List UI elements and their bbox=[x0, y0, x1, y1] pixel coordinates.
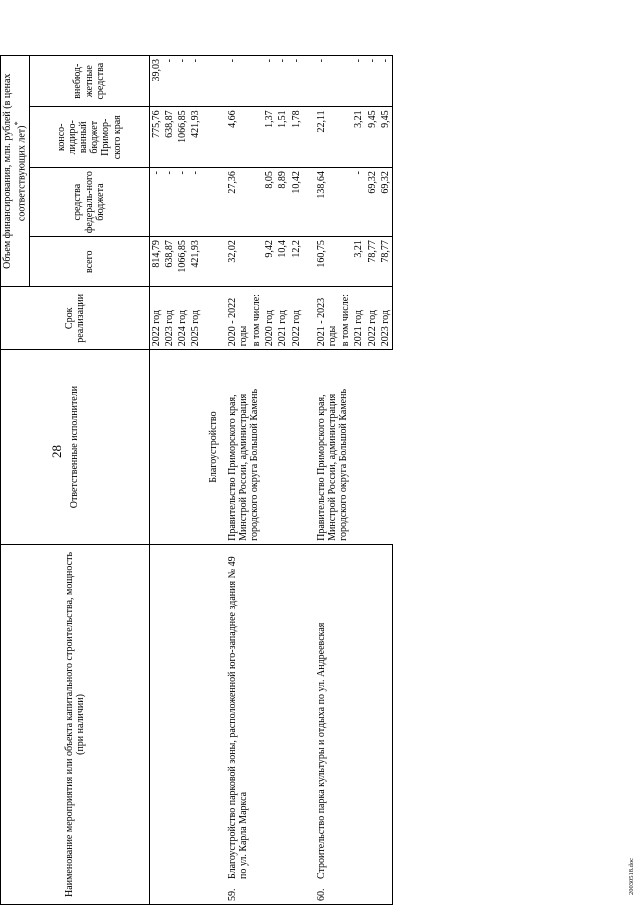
row-total: 814,79 bbox=[149, 237, 163, 287]
spacer-row bbox=[303, 56, 315, 905]
row-regional: 638,87 bbox=[163, 107, 176, 168]
row-period: 2021 - 2023 годы bbox=[315, 287, 339, 350]
row-total: 78,77 bbox=[366, 237, 379, 287]
row-extra: - bbox=[263, 56, 276, 107]
row-extra: 39,03 bbox=[149, 56, 163, 107]
row-federal: 8,05 bbox=[263, 168, 276, 237]
row-period: 2024 год bbox=[176, 287, 189, 350]
row-extra: - bbox=[352, 56, 365, 107]
row-federal: 27,36 bbox=[226, 168, 250, 237]
row-period: 2023 год bbox=[379, 287, 393, 350]
row-regional: 1,51 bbox=[276, 107, 289, 168]
page-number: 28 bbox=[49, 445, 64, 458]
row-extra: - bbox=[290, 56, 303, 107]
header-total: всего bbox=[29, 237, 149, 287]
rotated-table-container bbox=[0, 55, 568, 905]
row-extra: - bbox=[163, 56, 176, 107]
including-label: в том числе: bbox=[250, 287, 263, 350]
row-period: 2021 год bbox=[276, 287, 289, 350]
row-extra: - bbox=[276, 56, 289, 107]
row-extra: - bbox=[176, 56, 189, 107]
table-row bbox=[189, 56, 202, 905]
row-total: 78,77 bbox=[379, 237, 393, 287]
row-federal: - bbox=[176, 168, 189, 237]
table-row bbox=[176, 56, 189, 905]
table-row-item-60 bbox=[315, 56, 339, 905]
row-federal: - bbox=[149, 168, 163, 237]
footer-filename: 20030518.doc bbox=[628, 857, 635, 895]
header-extrabudget: внебюд-жетные средства bbox=[29, 56, 149, 107]
footnote-mark: * bbox=[13, 121, 23, 126]
row-extra: - bbox=[189, 56, 202, 107]
header-funding: Объем финансирования, млн. рублей (в ценах соответствующих лет)* bbox=[1, 56, 30, 287]
row-federal: 10,42 bbox=[290, 168, 303, 237]
row-regional: 421,93 bbox=[189, 107, 202, 168]
item-name bbox=[315, 544, 339, 904]
row-total: 3,21 bbox=[352, 237, 365, 287]
item-number: 59. bbox=[226, 888, 238, 901]
section-row bbox=[202, 56, 225, 905]
header-period: Срок реализации bbox=[1, 287, 150, 350]
row-regional: 9,45 bbox=[366, 107, 379, 168]
row-regional: 9,45 bbox=[379, 107, 393, 168]
row-period: 2022 год bbox=[290, 287, 303, 350]
item-name-text: Благоустройство парковой зоны, расположенной юго-западнее здания № 49 по ул. Карла Маркса bbox=[226, 556, 249, 879]
row-period: 2023 год bbox=[163, 287, 176, 350]
item-number: 60. bbox=[315, 888, 327, 901]
row-extra: - bbox=[315, 56, 339, 107]
row-total: 32,02 bbox=[226, 237, 250, 287]
row-federal: - bbox=[352, 168, 365, 237]
row-regional: 1066,85 bbox=[176, 107, 189, 168]
row-regional: 1,37 bbox=[263, 107, 276, 168]
row-period: 2022 год bbox=[149, 287, 163, 350]
row-regional: 4,66 bbox=[226, 107, 250, 168]
row-federal: 69,32 bbox=[379, 168, 393, 237]
row-period: 2022 год bbox=[366, 287, 379, 350]
item-executors: Правительство Приморского края, Минстрой России, администрация городского округа Большой Камень bbox=[315, 350, 393, 545]
row-federal: - bbox=[189, 168, 202, 237]
row-period: 2021 год bbox=[352, 287, 365, 350]
row-total: 160,75 bbox=[315, 237, 339, 287]
funding-table bbox=[0, 55, 393, 905]
row-period: 2020 год bbox=[263, 287, 276, 350]
item-name-text: Строительство парка культуры и отдыха по ул. Андреевская bbox=[315, 622, 327, 879]
table-row bbox=[163, 56, 176, 905]
row-total: 638,87 bbox=[163, 237, 176, 287]
table-row-item-59 bbox=[226, 56, 250, 905]
row-federal: 138,64 bbox=[315, 168, 339, 237]
header-executors: Ответственные исполнители bbox=[1, 350, 150, 545]
header-regional: консо-лидиро-ванный бюджет Примор-ского края bbox=[29, 107, 149, 168]
item-name bbox=[226, 544, 250, 904]
header-federal: средства федераль-ного бюджета bbox=[29, 168, 149, 237]
row-period: 2020 - 2022 годы bbox=[226, 287, 250, 350]
row-federal: 69,32 bbox=[366, 168, 379, 237]
section-title: Благоустройство bbox=[202, 350, 225, 545]
row-period: 2025 год bbox=[189, 287, 202, 350]
including-label: в том числе: bbox=[339, 287, 352, 350]
item-executors: Правительство Приморского края, Минстрой России, администрация городского округа Большой Камень bbox=[226, 350, 303, 545]
row-total: 1066,85 bbox=[176, 237, 189, 287]
row-total: 421,93 bbox=[189, 237, 202, 287]
row-regional: 3,21 bbox=[352, 107, 365, 168]
row-federal: 8,89 bbox=[276, 168, 289, 237]
row-total: 10,4 bbox=[276, 237, 289, 287]
row-federal: - bbox=[163, 168, 176, 237]
row-extra: - bbox=[379, 56, 393, 107]
row-regional: 1,78 bbox=[290, 107, 303, 168]
row-extra: - bbox=[226, 56, 250, 107]
row-regional: 22,11 bbox=[315, 107, 339, 168]
row-regional: 775,76 bbox=[149, 107, 163, 168]
table-row bbox=[149, 56, 163, 905]
header-name: Наименование мероприятия или объекта капитального строительства, мощность (при наличии) bbox=[1, 544, 150, 904]
row-total: 9,42 bbox=[263, 237, 276, 287]
row-extra: - bbox=[366, 56, 379, 107]
row-total: 12,2 bbox=[290, 237, 303, 287]
